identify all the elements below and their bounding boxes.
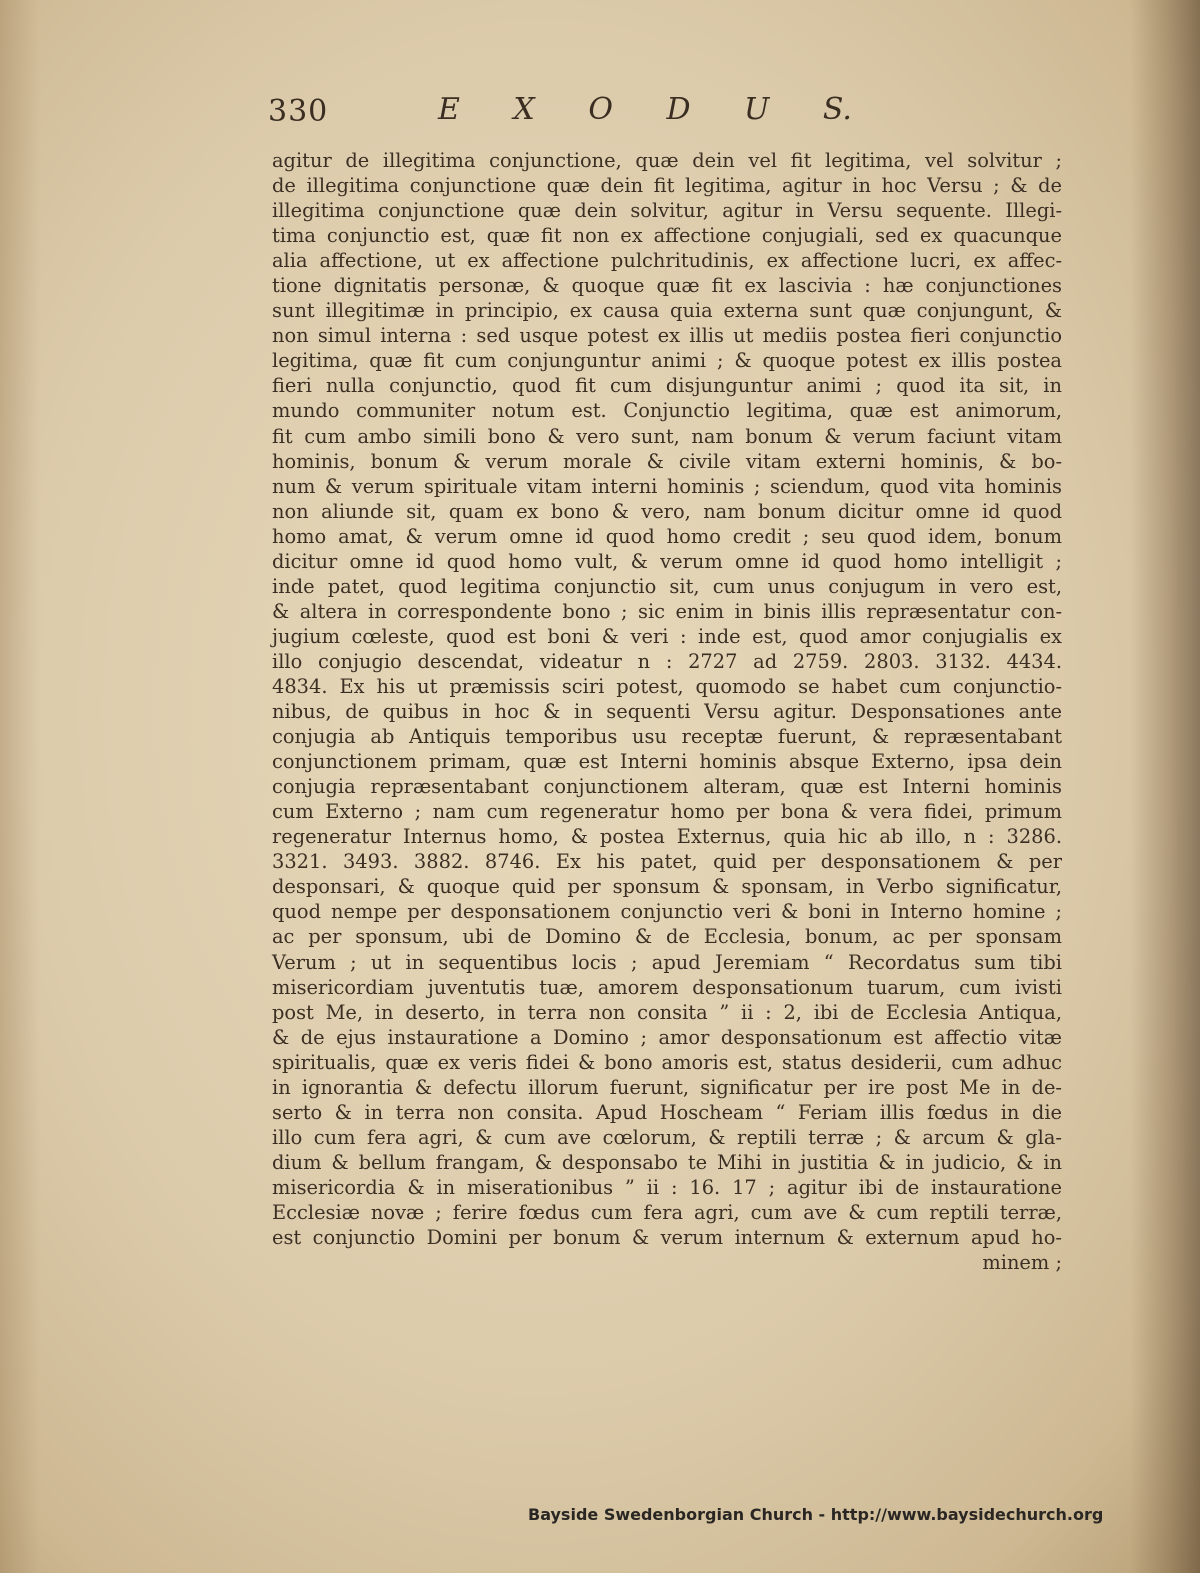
text-line: agitur de illegitima conjunctione, quæ dein vel fit legitima, vel solvitur ;: [272, 149, 1062, 172]
text-line: 4834. Ex his ut præmissis sciri potest, quomodo se habet cum conjunctio-: [272, 674, 1062, 698]
text-line: regeneratur Internus homo, & postea Externus, quia hic ab illo, n : 3286.: [272, 825, 1062, 849]
text-line: dium & bellum frangam, & desponsabo te Mihi in justitia & in judicio, & in: [272, 1150, 1062, 1174]
text-line: jugium cœleste, quod est boni & veri : inde est, quod amor conjugialis ex: [272, 624, 1062, 648]
text-line: fieri nulla conjunctio, quod fit cum disjunguntur animi ; quod ita sit, in: [272, 374, 1062, 398]
text-line-catchword: minem ;: [982, 1251, 1062, 1275]
page-number: 330: [268, 94, 329, 129]
text-line: nibus, de quibus in hoc & in sequenti Versu agitur. Desponsationes ante: [272, 700, 1062, 724]
text-line: & de ejus instauratione a Domino ; amor desponsationum est affectio vitæ: [272, 1025, 1062, 1049]
text-line: in ignorantia & defectu illorum fuerunt, significatur per ire post Me in de-: [272, 1075, 1062, 1099]
text-line: illegitima conjunctione quæ dein solvitur, agitur in Versu sequente. Illegi-: [272, 199, 1062, 223]
text-line: conjugia ab Antiquis temporibus usu receptæ fuerunt, & repræsentabant: [272, 725, 1062, 749]
text-line: Verum ; ut in sequentibus locis ; apud Jeremiam “ Recordatus sum tibi: [272, 950, 1062, 974]
text-line: inde patet, quod legitima conjunctio sit, cum unus conjugum in vero est,: [272, 574, 1062, 598]
text-line: & altera in correspondente bono ; sic enim in binis illis repræsentatur con-: [272, 599, 1062, 623]
text-line: misericordia & in miserationibus ” ii : 16. 17 ; agitur ibi de instauratione: [272, 1175, 1062, 1199]
text-line: alia affectione, ut ex affectione pulchritudinis, ex affectione lucri, ex affec-: [272, 249, 1062, 273]
text-line: conjugia repræsentabant conjunctionem alteram, quæ est Interni hominis: [272, 775, 1062, 799]
text-line: dicitur omne id quod homo vult, & verum omne id quod homo intelligit ;: [272, 549, 1062, 573]
text-line: de illegitima conjunctione quæ dein fit legitima, agitur in hoc Versu ; & de: [272, 174, 1062, 198]
text-line: homo amat, & verum omne id quod homo credit ; seu quod idem, bonum: [272, 524, 1062, 548]
text-line: sunt illegitimæ in principio, ex causa quia externa sunt quæ conjungunt, &: [272, 299, 1062, 323]
text-line: illo conjugio descendat, videatur n : 2727 ad 2759. 2803. 3132. 4434.: [272, 649, 1062, 673]
spine-shadow: [1130, 0, 1200, 1573]
text-line: tima conjunctio est, quæ fit non ex affectione conjugiali, sed ex quacunque: [272, 224, 1062, 248]
text-line: ac per sponsum, ubi de Domino & de Ecclesia, bonum, ac per sponsam: [272, 925, 1062, 949]
text-line: desponsari, & quoque quid per sponsum & sponsam, in Verbo significatur,: [272, 875, 1062, 899]
text-line: illo cum fera agri, & cum ave cœlorum, & reptili terræ ; & arcum & gla-: [272, 1125, 1062, 1149]
text-line: num & verum spirituale vitam interni hominis ; sciendum, quod vita hominis: [272, 474, 1062, 498]
text-line: quod nempe per desponsationem conjunctio veri & boni in Interno homine ;: [272, 900, 1062, 924]
text-line: legitima, quæ fit cum conjunguntur animi ; & quoque potest ex illis postea: [272, 349, 1062, 373]
text-line: tione dignitatis personæ, & quoque quæ fit ex lascivia : hæ conjunctiones: [272, 274, 1062, 298]
text-line: non simul interna : sed usque potest ex illis ut mediis postea fieri conjunctio: [272, 324, 1062, 348]
text-line: Ecclesiæ novæ ; ferire fœdus cum fera agri, cum ave & cum reptili terræ,: [272, 1200, 1062, 1224]
text-line: spiritualis, quæ ex veris fidei & bono amoris est, status desiderii, cum adhuc: [272, 1050, 1062, 1074]
text-line: fit cum ambo simili bono & vero sunt, nam bonum & verum faciunt vitam: [272, 424, 1062, 448]
text-line: post Me, in deserto, in terra non consita ” ii : 2, ibi de Ecclesia Antiqua,: [272, 1000, 1062, 1024]
text-line: conjunctionem primam, quæ est Interni hominis absque Externo, ipsa dein: [272, 750, 1062, 774]
running-title: E X O D U S.: [438, 92, 852, 127]
text-line: non aliunde sit, quam ex bono & vero, nam bonum dicitur omne id quod: [272, 499, 1062, 523]
text-line: mundo communiter notum est. Conjunctio legitima, quæ est animorum,: [272, 399, 1062, 423]
text-line: cum Externo ; nam cum regeneratur homo per bona & vera fidei, primum: [272, 800, 1062, 824]
text-line: hominis, bonum & verum morale & civile vitam externi hominis, & bo-: [272, 449, 1062, 473]
body-text: [272, 148, 1062, 1275]
text-line: serto & in terra non consita. Apud Hoscheam “ Feriam illis fœdus in die: [272, 1100, 1062, 1124]
page-edge-shading: [0, 0, 40, 1573]
page-header: [268, 92, 888, 140]
text-line: est conjunctio Domini per bonum & verum internum & externum apud ho-: [272, 1226, 1062, 1250]
text-line: 3321. 3493. 3882. 8746. Ex his patet, quid per desponsationem & per: [272, 850, 1062, 874]
text-line: misericordiam juventutis tuæ, amorem desponsationum tuarum, cum ivisti: [272, 975, 1062, 999]
watermark-credit: Bayside Swedenborgian Church - http://www.baysidechurch.org: [528, 1505, 1104, 1524]
